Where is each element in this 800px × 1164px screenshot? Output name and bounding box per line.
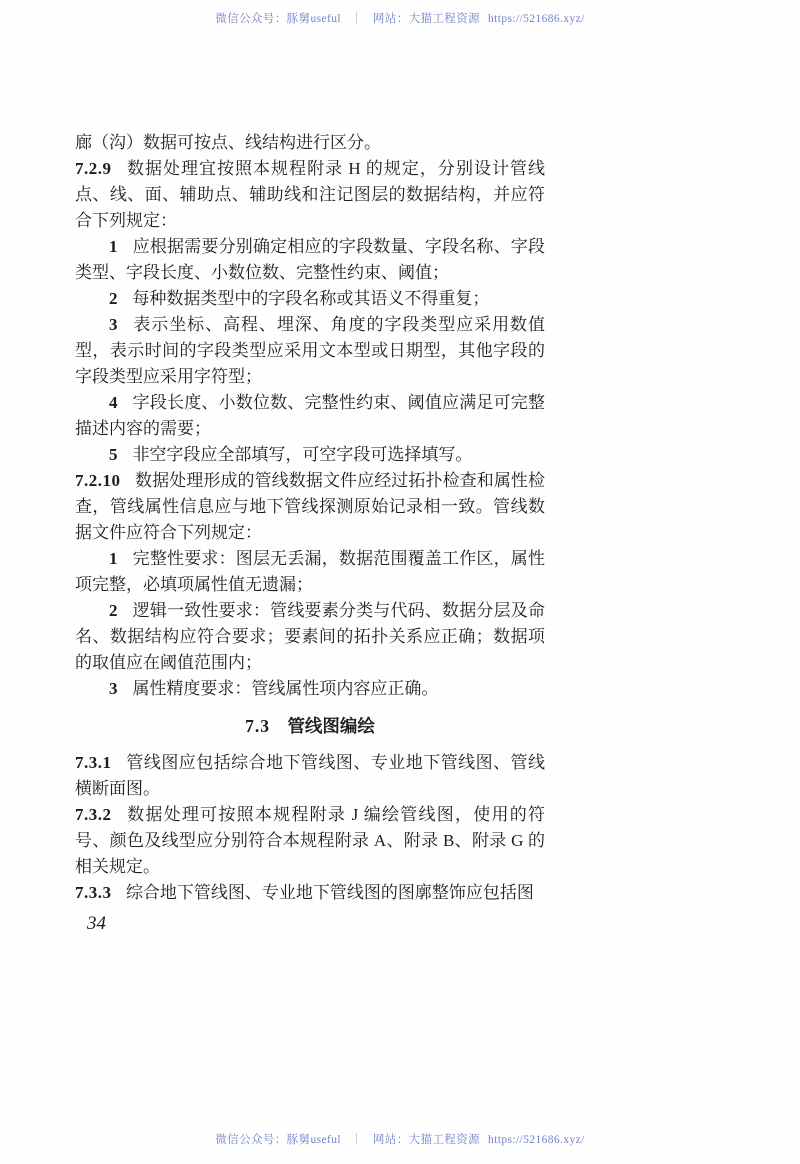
clause-paragraph bbox=[75, 130, 545, 156]
clause-number: 7.3.3 bbox=[75, 883, 112, 902]
clause-number: 7.3.2 bbox=[75, 805, 112, 824]
list-item bbox=[75, 312, 545, 390]
list-item bbox=[75, 390, 545, 442]
item-text: 表示坐标、高程、埋深、角度的字段类型应采用数值型，表示时间的字段类型应采用文本型或日期型，其他字段的字段类型应采用字符型； bbox=[75, 315, 545, 386]
section-heading bbox=[75, 713, 545, 739]
list-item bbox=[75, 598, 545, 676]
item-number: 5 bbox=[109, 445, 118, 464]
footer-separator: ｜ bbox=[350, 1134, 363, 1146]
page-body-text bbox=[75, 130, 545, 937]
header-watermark bbox=[0, 10, 800, 26]
item-number: 2 bbox=[109, 601, 118, 620]
clause-text: 数据处理形成的管线数据文件应经过拓扑检查和属性检查，管线属性信息应与地下管线探测原始记录相一致。管线数据文件应符合下列规定： bbox=[75, 471, 545, 542]
item-number: 2 bbox=[109, 289, 118, 308]
item-number: 3 bbox=[109, 679, 118, 698]
list-item bbox=[75, 286, 545, 312]
item-number: 1 bbox=[109, 549, 118, 568]
clause-paragraph bbox=[75, 802, 545, 880]
page-number: 34 bbox=[87, 913, 106, 934]
item-text: 逻辑一致性要求：管线要素分类与代码、数据分层及命名、数据结构应符合要求；要素间的拓扑关系应正确；数据项的取值应在阈值范围内； bbox=[75, 601, 545, 672]
list-item bbox=[75, 546, 545, 598]
item-text: 非空字段应全部填写，可空字段可选择填写。 bbox=[132, 445, 473, 464]
header-site-url[interactable]: https://521686.xyz/ bbox=[488, 13, 585, 25]
clause-paragraph bbox=[75, 156, 545, 234]
clause-paragraph bbox=[75, 750, 545, 802]
list-item bbox=[75, 234, 545, 286]
clause-number: 7.2.10 bbox=[75, 471, 121, 490]
footer-site-label: 网站：大猫工程资源 bbox=[372, 1134, 480, 1146]
clause-number: 7.3.1 bbox=[75, 753, 112, 772]
footer-site-url[interactable]: https://521686.xyz/ bbox=[488, 1134, 585, 1146]
clause-text: 管线图应包括综合地下管线图、专业地下管线图、管线横断面图。 bbox=[75, 753, 545, 798]
item-number: 3 bbox=[109, 315, 118, 334]
header-site-label: 网站：大猫工程资源 bbox=[372, 13, 480, 25]
item-number: 1 bbox=[109, 237, 118, 256]
item-text: 应根据需要分别确定相应的字段数量、字段名称、字段类型、字段长度、小数位数、完整性约束、阈值； bbox=[75, 237, 545, 282]
item-text: 属性精度要求：管线属性项内容应正确。 bbox=[132, 679, 439, 698]
item-text: 完整性要求：图层无丢漏，数据范围覆盖工作区，属性项完整，必填项属性值无遗漏； bbox=[75, 549, 545, 594]
item-number: 4 bbox=[109, 393, 118, 412]
item-text: 字段长度、小数位数、完整性约束、阈值应满足可完整描述内容的需要； bbox=[75, 393, 545, 438]
item-text: 每种数据类型中的字段名称或其语义不得重复； bbox=[132, 289, 490, 308]
clause-text: 综合地下管线图、专业地下管线图的图廓整饰应包括图 bbox=[125, 883, 534, 902]
footer-wechat-label: 微信公众号：豚舅useful bbox=[215, 1134, 341, 1146]
header-separator: ｜ bbox=[350, 13, 363, 25]
list-item bbox=[75, 676, 545, 702]
clause-paragraph bbox=[75, 468, 545, 546]
footer-watermark bbox=[0, 1131, 800, 1147]
section-number: 7.3 bbox=[245, 716, 270, 736]
clause-text: 数据处理宜按照本规程附录 H 的规定，分别设计管线点、线、面、辅助点、辅助线和注记图层的数据结构，并应符合下列规定： bbox=[75, 159, 545, 230]
list-item bbox=[75, 442, 545, 468]
section-title: 管线图编绘 bbox=[287, 716, 375, 736]
clause-text: 廊（沟）数据可按点、线结构进行区分。 bbox=[75, 133, 381, 152]
clause-number: 7.2.9 bbox=[75, 159, 112, 178]
clause-paragraph bbox=[75, 880, 545, 906]
clause-text: 数据处理可按照本规程附录 J 编绘管线图，使用的符号、颜色及线型应分别符合本规程附录 A、附录 B、附录 G 的相关规定。 bbox=[75, 805, 545, 876]
header-wechat-label: 微信公众号：豚舅useful bbox=[215, 13, 341, 25]
